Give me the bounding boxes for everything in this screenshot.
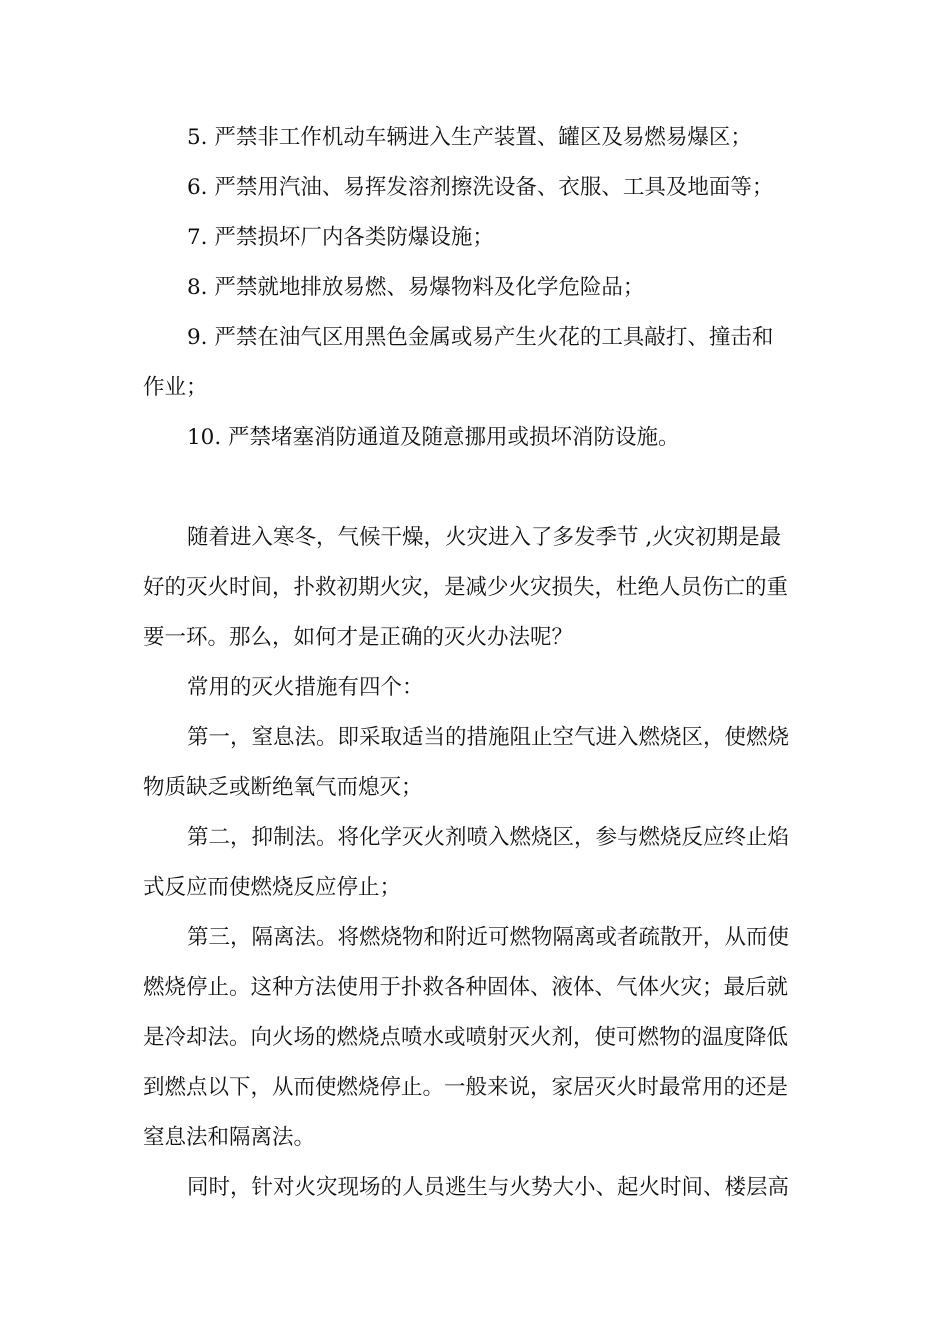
paragraph-line: 第一，窒息法。即采取适当的措施阻止空气进入燃烧区，使燃烧	[187, 725, 790, 750]
paragraph-line: 第二，抑制法。将化学灭火剂喷入燃烧区，参与燃烧反应终止焰	[187, 825, 790, 850]
paragraph-line: 好的灭火时间，扑救初期火灾，是减少火灾损失，杜绝人员伤亡的重	[143, 575, 789, 600]
paragraph-line: 是冷却法。向火场的燃烧点喷水或喷射灭火剂，使可燃物的温度降低	[143, 1025, 789, 1050]
rule-item-9-cont: 作业；	[143, 375, 208, 400]
rule-item-9: 9. 严禁在油气区用黑色金属或易产生火花的工具敲打、撞击和	[187, 325, 774, 350]
rule-item-7: 7. 严禁损坏厂内各类防爆设施；	[187, 225, 494, 250]
document-body	[143, 113, 811, 1213]
paragraph-line: 要一环。那么，如何才是正确的灭火办法呢？	[143, 625, 574, 650]
rule-item-8: 8. 严禁就地排放易燃、易爆物料及化学危险品；	[187, 275, 645, 300]
paragraph-line: 式反应而使燃烧反应停止；	[143, 875, 402, 900]
paragraph-line: 第三，隔离法。将燃烧物和附近可燃物隔离或者疏散开，从而使	[187, 925, 790, 950]
paragraph-line: 到燃点以下，从而使燃烧停止。一般来说，家居灭火时最常用的还是	[143, 1075, 789, 1100]
rule-item-10: 10. 严禁堵塞消防通道及随意挪用或损坏消防设施。	[187, 425, 680, 450]
paragraph-line: 同时，针对火灾现场的人员逃生与火势大小、起火时间、楼层高	[187, 1175, 790, 1200]
paragraph-line: 常用的灭火措施有四个：	[187, 675, 424, 700]
paragraph-gap	[143, 463, 811, 513]
rule-item-6: 6. 严禁用汽油、易挥发溶剂擦洗设备、衣服、工具及地面等；	[187, 175, 774, 200]
paragraph-line: 燃烧停止。这种方法使用于扑救各种固体、液体、气体火灾；最后就	[143, 975, 789, 1000]
rule-item-5: 5. 严禁非工作机动车辆进入生产装置、罐区及易燃易爆区；	[187, 125, 752, 150]
paragraph-line: 窒息法和隔离法。	[143, 1125, 316, 1150]
paragraph-line: 物质缺乏或断绝氧气而熄灭；	[143, 775, 423, 800]
paragraph-line: 随着进入寒冬，气候干燥，火灾进入了多发季节 ,火灾初期是最	[187, 525, 782, 550]
